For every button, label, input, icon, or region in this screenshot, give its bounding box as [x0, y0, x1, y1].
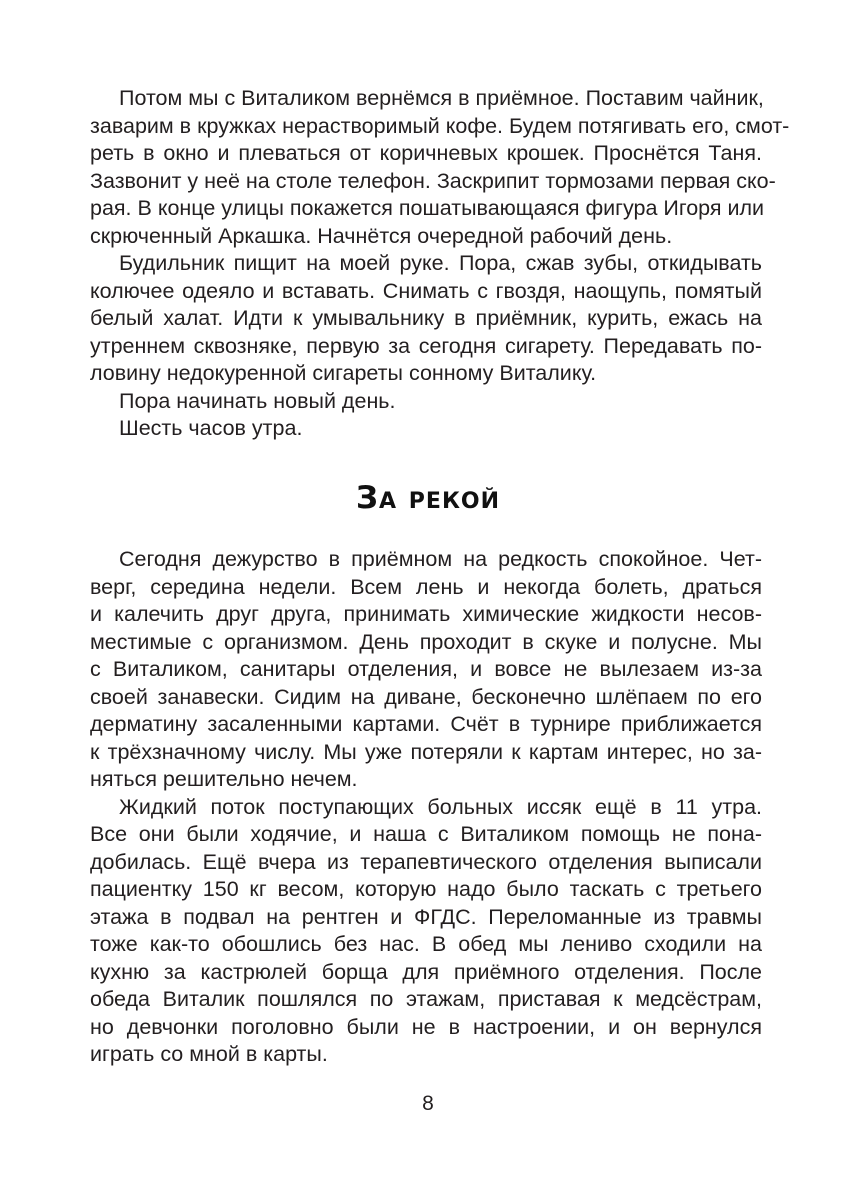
- text-line: ловину недокуренной сигареты сонному Виталику.: [90, 361, 597, 385]
- text-line: няться решительно нечем.: [90, 767, 358, 791]
- text-line: Пора начинать новый день.: [119, 388, 396, 413]
- text-line: Все они были ходячие, и наша с Виталиком помощь не пона-: [90, 822, 762, 846]
- text-line: Жидкий поток поступающих больных иссяк ещё в 11 утра.: [119, 794, 762, 819]
- text-line: местимые с организмом. День проходит в скуке и полусне. Мы: [90, 629, 762, 654]
- text-line: но девчонки поголовно были не в настроении, и он вернулся: [90, 1014, 762, 1039]
- text-line: тоже как-то обошлись без нас. В обед мы лениво сходили на: [90, 932, 762, 956]
- page-number: 8: [422, 1092, 434, 1115]
- text-line: утреннем сквозняке, первую за сегодня сигарету. Передавать по-: [90, 333, 762, 358]
- text-line: этажа в подвал на рентген и ФГДС. Переломанные из травмы: [90, 904, 762, 929]
- text-line: обеда Виталик пошлялся по этажам, приставая к медсёстрам,: [90, 987, 762, 1011]
- text-line: колючее одеяло и вставать. Снимать с гвоздя, наощупь, помятый: [90, 278, 762, 303]
- text-line: белый халат. Идти к умывальнику в приёмник, курить, ежась на: [90, 306, 762, 330]
- text-line: с Виталиком, санитары отделения, и вовсе не вылезаем из-за: [90, 657, 762, 681]
- text-line: кухню за кастрюлей борща для приёмного отделения. После: [90, 959, 762, 984]
- text-line: Будильник пищит на моей руке. Пора, сжав зубы, откидывать: [119, 251, 762, 275]
- body-text-section-2: [90, 546, 762, 1069]
- text-line: заварим в кружках нерастворимый кофе. Будем потягивать его, смот-: [90, 113, 790, 138]
- text-line: и калечить друг друга, принимать химические жидкости несов-: [90, 602, 762, 626]
- text-line: скрюченный Аркашка. Начнётся очередной рабочий день.: [90, 223, 673, 248]
- text-line: верг, середина недели. Всем лень и некогда болеть, драться: [90, 574, 762, 599]
- text-line: к трёхзначному числу. Мы уже потеряли к картам интерес, но за-: [90, 739, 762, 764]
- text-line: Зазвонит у неё на столе телефон. Заскрипит тормозами первая ско-: [90, 168, 776, 193]
- text-line: Шесть часов утра.: [119, 416, 303, 440]
- text-line: Потом мы с Виталиком вернёмся в приёмное. Поставим чайник,: [119, 86, 764, 110]
- text-line: реть в окно и плеваться от коричневых крошек. Проснётся Таня.: [90, 141, 762, 165]
- text-line: Сегодня дежурство в приёмном на редкость спокойное. Чет-: [119, 547, 762, 571]
- text-line: пациентку 150 кг весом, которую надо было таскать с третьего: [90, 877, 762, 901]
- body-text-section-1: [90, 85, 790, 443]
- text-line: своей занавески. Сидим на диване, бесконечно шлёпаем по его: [90, 684, 762, 709]
- text-line: играть со мной в карты.: [90, 1042, 328, 1066]
- text-line: дерматину засаленными картами. Счёт в турнире приближается: [90, 712, 762, 736]
- chapter-title: За рекой: [355, 480, 501, 516]
- text-line: рая. В конце улицы покажется пошатывающаяся фигура Игоря или: [90, 196, 765, 220]
- text-line: добилась. Ещё вчера из терапевтического отделения выписали: [90, 849, 762, 874]
